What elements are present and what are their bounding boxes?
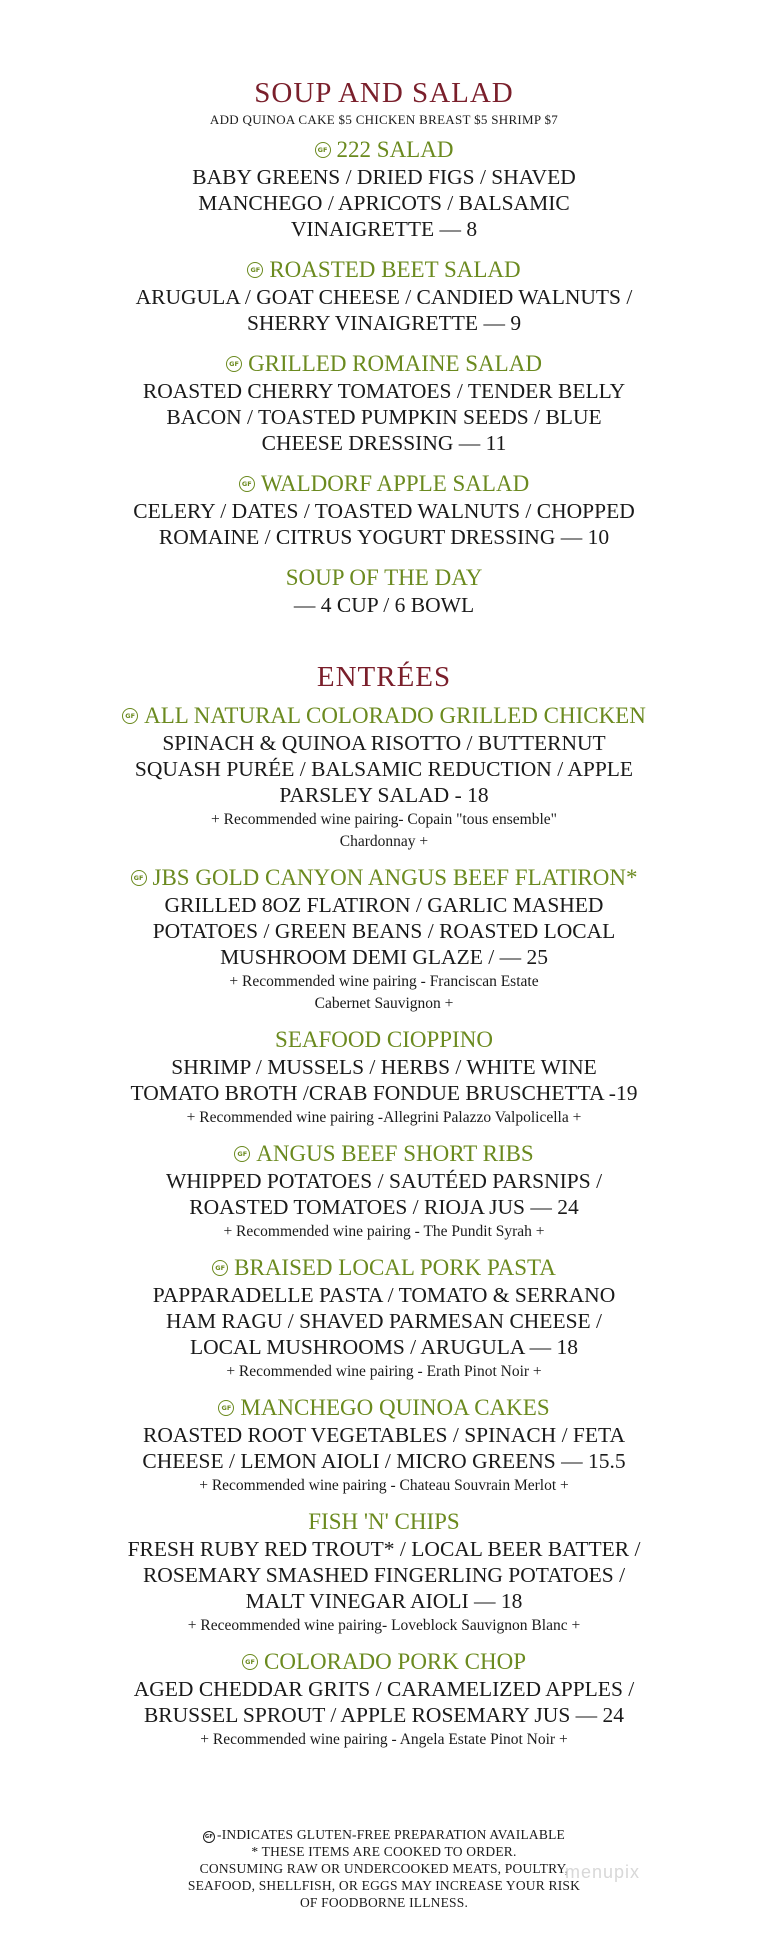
menu-item <box>0 1394 768 1496</box>
gluten-free-icon: GF <box>226 356 242 372</box>
soup-salad-title: SOUP AND SALAD <box>254 77 514 109</box>
menu-item-name <box>247 256 520 284</box>
menu-item-title: MANCHEGO QUINOA CAKES <box>240 1395 550 1420</box>
soup-salad-section <box>0 74 768 618</box>
wine-pairing: + Recommended wine pairing - Chateau Souvrain Merlot + <box>199 1477 569 1494</box>
menu-item-name <box>226 350 542 378</box>
gluten-free-icon: GF <box>218 1400 234 1416</box>
menu-item-name <box>315 136 454 164</box>
footer-notes <box>0 1826 768 1911</box>
menu-item <box>0 1140 768 1242</box>
menu-item <box>0 1026 768 1128</box>
gluten-free-icon: GF <box>315 142 331 158</box>
menu-item-title: SEAFOOD CIOPPINO <box>275 1027 493 1052</box>
menu-item <box>0 470 768 550</box>
menu-item <box>0 864 768 1014</box>
gluten-free-icon: GF <box>239 476 255 492</box>
menu-item-description: ROASTED TOMATOES / RIOJA JUS — 24 <box>189 1195 579 1219</box>
menu-item-description: SQUASH PURÉE / BALSAMIC REDUCTION / APPLE <box>134 757 634 781</box>
menu-item-title: WALDORF APPLE SALAD <box>260 471 530 496</box>
menu-item-name <box>218 1394 549 1422</box>
menu-item-title: COLORADO PORK CHOP <box>264 1649 526 1674</box>
menu-item-description: VINAIGRETTE — 8 <box>290 217 478 241</box>
menu-item-description: ROASTED CHERRY TOMATOES / TENDER BELLY <box>142 379 626 403</box>
soup-salad-list <box>0 136 768 618</box>
menu-item <box>0 1254 768 1382</box>
menu-item-name <box>234 1140 533 1168</box>
menu-item-description: BRUSSEL SPROUT / APPLE ROSEMARY JUS — 24 <box>143 1703 625 1727</box>
menu-item-description: FRESH RUBY RED TROUT* / LOCAL BEER BATTER / <box>127 1537 641 1561</box>
wine-pairing: + Recommended wine pairing - Franciscan Estate <box>229 973 539 990</box>
menu-item-description: ARUGULA / GOAT CHEESE / CANDIED WALNUTS / <box>135 285 633 309</box>
menu-item-description: TOMATO BROTH /CRAB FONDUE BRUSCHETTA -19 <box>130 1081 638 1105</box>
menu-item-title: JBS GOLD CANYON ANGUS BEEF FLATIRON* <box>152 865 638 890</box>
entrees-section <box>0 658 768 1750</box>
entrees-list <box>0 702 768 1750</box>
menu-item-name <box>122 702 646 730</box>
menu-item-description: ROSEMARY SMASHED FINGERLING POTATOES / <box>142 1563 626 1587</box>
soup-salad-addons: ADD QUINOA CAKE $5 CHICKEN BREAST $5 SHRIMP $7 <box>209 112 559 127</box>
menu-item-description: LOCAL MUSHROOMS / ARUGULA — 18 <box>189 1335 579 1359</box>
menu-item-title: 222 SALAD <box>336 137 454 162</box>
menu-item-description: BACON / TOASTED PUMPKIN SEEDS / BLUE <box>166 405 602 429</box>
entrees-title: ENTRÉES <box>316 661 452 693</box>
menu-item-description: SHRIMP / MUSSELS / HERBS / WHITE WINE <box>171 1055 597 1079</box>
menu-item-description: WHIPPED POTATOES / SAUTÉED PARSNIPS / <box>165 1169 603 1193</box>
menu-item-name <box>239 470 529 498</box>
gluten-free-icon: GF <box>203 1831 215 1843</box>
menu-item <box>0 564 768 618</box>
menu-item-title: ALL NATURAL COLORADO GRILLED CHICKEN <box>144 703 646 728</box>
menu-item <box>0 1508 768 1636</box>
gluten-free-icon: GF <box>131 870 147 886</box>
menu-item-name <box>131 864 638 892</box>
wine-pairing: + Recommended wine pairing - Erath Pinot Noir + <box>226 1363 542 1380</box>
menu-item-description: HAM RAGU / SHAVED PARMESAN CHEESE / <box>165 1309 603 1333</box>
menu-item-description: MALT VINEGAR AIOLI — 18 <box>245 1589 523 1613</box>
gluten-free-icon: GF <box>247 262 263 278</box>
menu-item-name <box>242 1648 526 1676</box>
menu-item-description: MUSHROOM DEMI GLAZE / — 25 <box>220 945 548 969</box>
wine-pairing: + Recommended wine pairing - The Pundit Syrah + <box>223 1223 545 1240</box>
menu-item-title: BRAISED LOCAL PORK PASTA <box>234 1255 556 1280</box>
wine-pairing: + Receommended wine pairing- Loveblock Sauvignon Blanc + <box>187 1617 581 1634</box>
gf-note: -INDICATES GLUTEN-FREE PREPARATION AVAILABLE <box>217 1827 565 1842</box>
menu-item-description: — 4 CUP / 6 BOWL <box>293 593 475 617</box>
menu-item-name <box>308 1508 459 1536</box>
menu-item-description: CELERY / DATES / TOASTED WALNUTS / CHOPPED <box>133 499 635 523</box>
footer-line: OF FOODBORNE ILLNESS. <box>299 1895 469 1910</box>
menu-item-name <box>212 1254 556 1282</box>
menu-item <box>0 350 768 456</box>
footer-line: CONSUMING RAW OR UNDERCOOKED MEATS, POULTRY, <box>199 1861 569 1876</box>
menu-item-title: FISH 'N' CHIPS <box>308 1509 460 1534</box>
watermark: menupix <box>565 1862 641 1882</box>
menu-item-name <box>286 564 483 592</box>
gluten-free-icon: GF <box>242 1654 258 1670</box>
menu-item-description: SPINACH & QUINOA RISOTTO / BUTTERNUT <box>162 731 606 755</box>
wine-pairing: Chardonnay + <box>339 833 429 850</box>
footer-line: SEAFOOD, SHELLFISH, OR EGGS MAY INCREASE YOUR RISK <box>187 1878 581 1893</box>
menu-item <box>0 702 768 852</box>
gluten-free-icon: GF <box>212 1260 228 1276</box>
menu-item-title: SOUP OF THE DAY <box>285 565 483 590</box>
menu-item-name <box>275 1026 493 1054</box>
menu-item-description: BABY GREENS / DRIED FIGS / SHAVED <box>192 165 576 189</box>
menu-item-description: ROMAINE / CITRUS YOGURT DRESSING — 10 <box>158 525 610 549</box>
wine-pairing: + Recommended wine pairing -Allegrini Palazzo Valpolicella + <box>186 1109 582 1126</box>
menu-item-description: SHERRY VINAIGRETTE — 9 <box>246 311 522 335</box>
menu-item-title: GRILLED ROMAINE SALAD <box>248 351 542 376</box>
footer-line: * THESE ITEMS ARE COOKED TO ORDER. <box>251 1844 517 1859</box>
menu-item-description: CHEESE DRESSING — 11 <box>261 431 507 455</box>
menu-item-description: ROASTED ROOT VEGETABLES / SPINACH / FETA <box>143 1423 625 1447</box>
footer-line <box>0 1826 768 1843</box>
menu-item <box>0 136 768 242</box>
menu-item-description: MANCHEGO / APRICOTS / BALSAMIC <box>198 191 570 215</box>
wine-pairing: + Recommended wine pairing - Angela Estate Pinot Noir + <box>200 1731 568 1748</box>
menu-item-description: AGED CHEDDAR GRITS / CARAMELIZED APPLES / <box>133 1677 635 1701</box>
menu-item-description: CHEESE / LEMON AIOLI / MICRO GREENS — 15.5 <box>142 1449 626 1473</box>
gluten-free-icon: GF <box>122 708 138 724</box>
menu-item <box>0 256 768 336</box>
menu-item-description: GRILLED 8OZ FLATIRON / GARLIC MASHED <box>164 893 604 917</box>
menu-item-title: ROASTED BEET SALAD <box>269 257 521 282</box>
menu-item-description: POTATOES / GREEN BEANS / ROASTED LOCAL <box>152 919 616 943</box>
menu-item-description: PAPPARADELLE PASTA / TOMATO & SERRANO <box>152 1283 616 1307</box>
menu-item-description: PARSLEY SALAD - 18 <box>279 783 489 807</box>
gluten-free-icon: GF <box>234 1146 250 1162</box>
wine-pairing: Cabernet Sauvignon + <box>314 995 454 1012</box>
menu-item <box>0 1648 768 1750</box>
menu-item-title: ANGUS BEEF SHORT RIBS <box>256 1141 534 1166</box>
wine-pairing: + Recommended wine pairing- Copain "tous ensemble" <box>211 811 557 828</box>
